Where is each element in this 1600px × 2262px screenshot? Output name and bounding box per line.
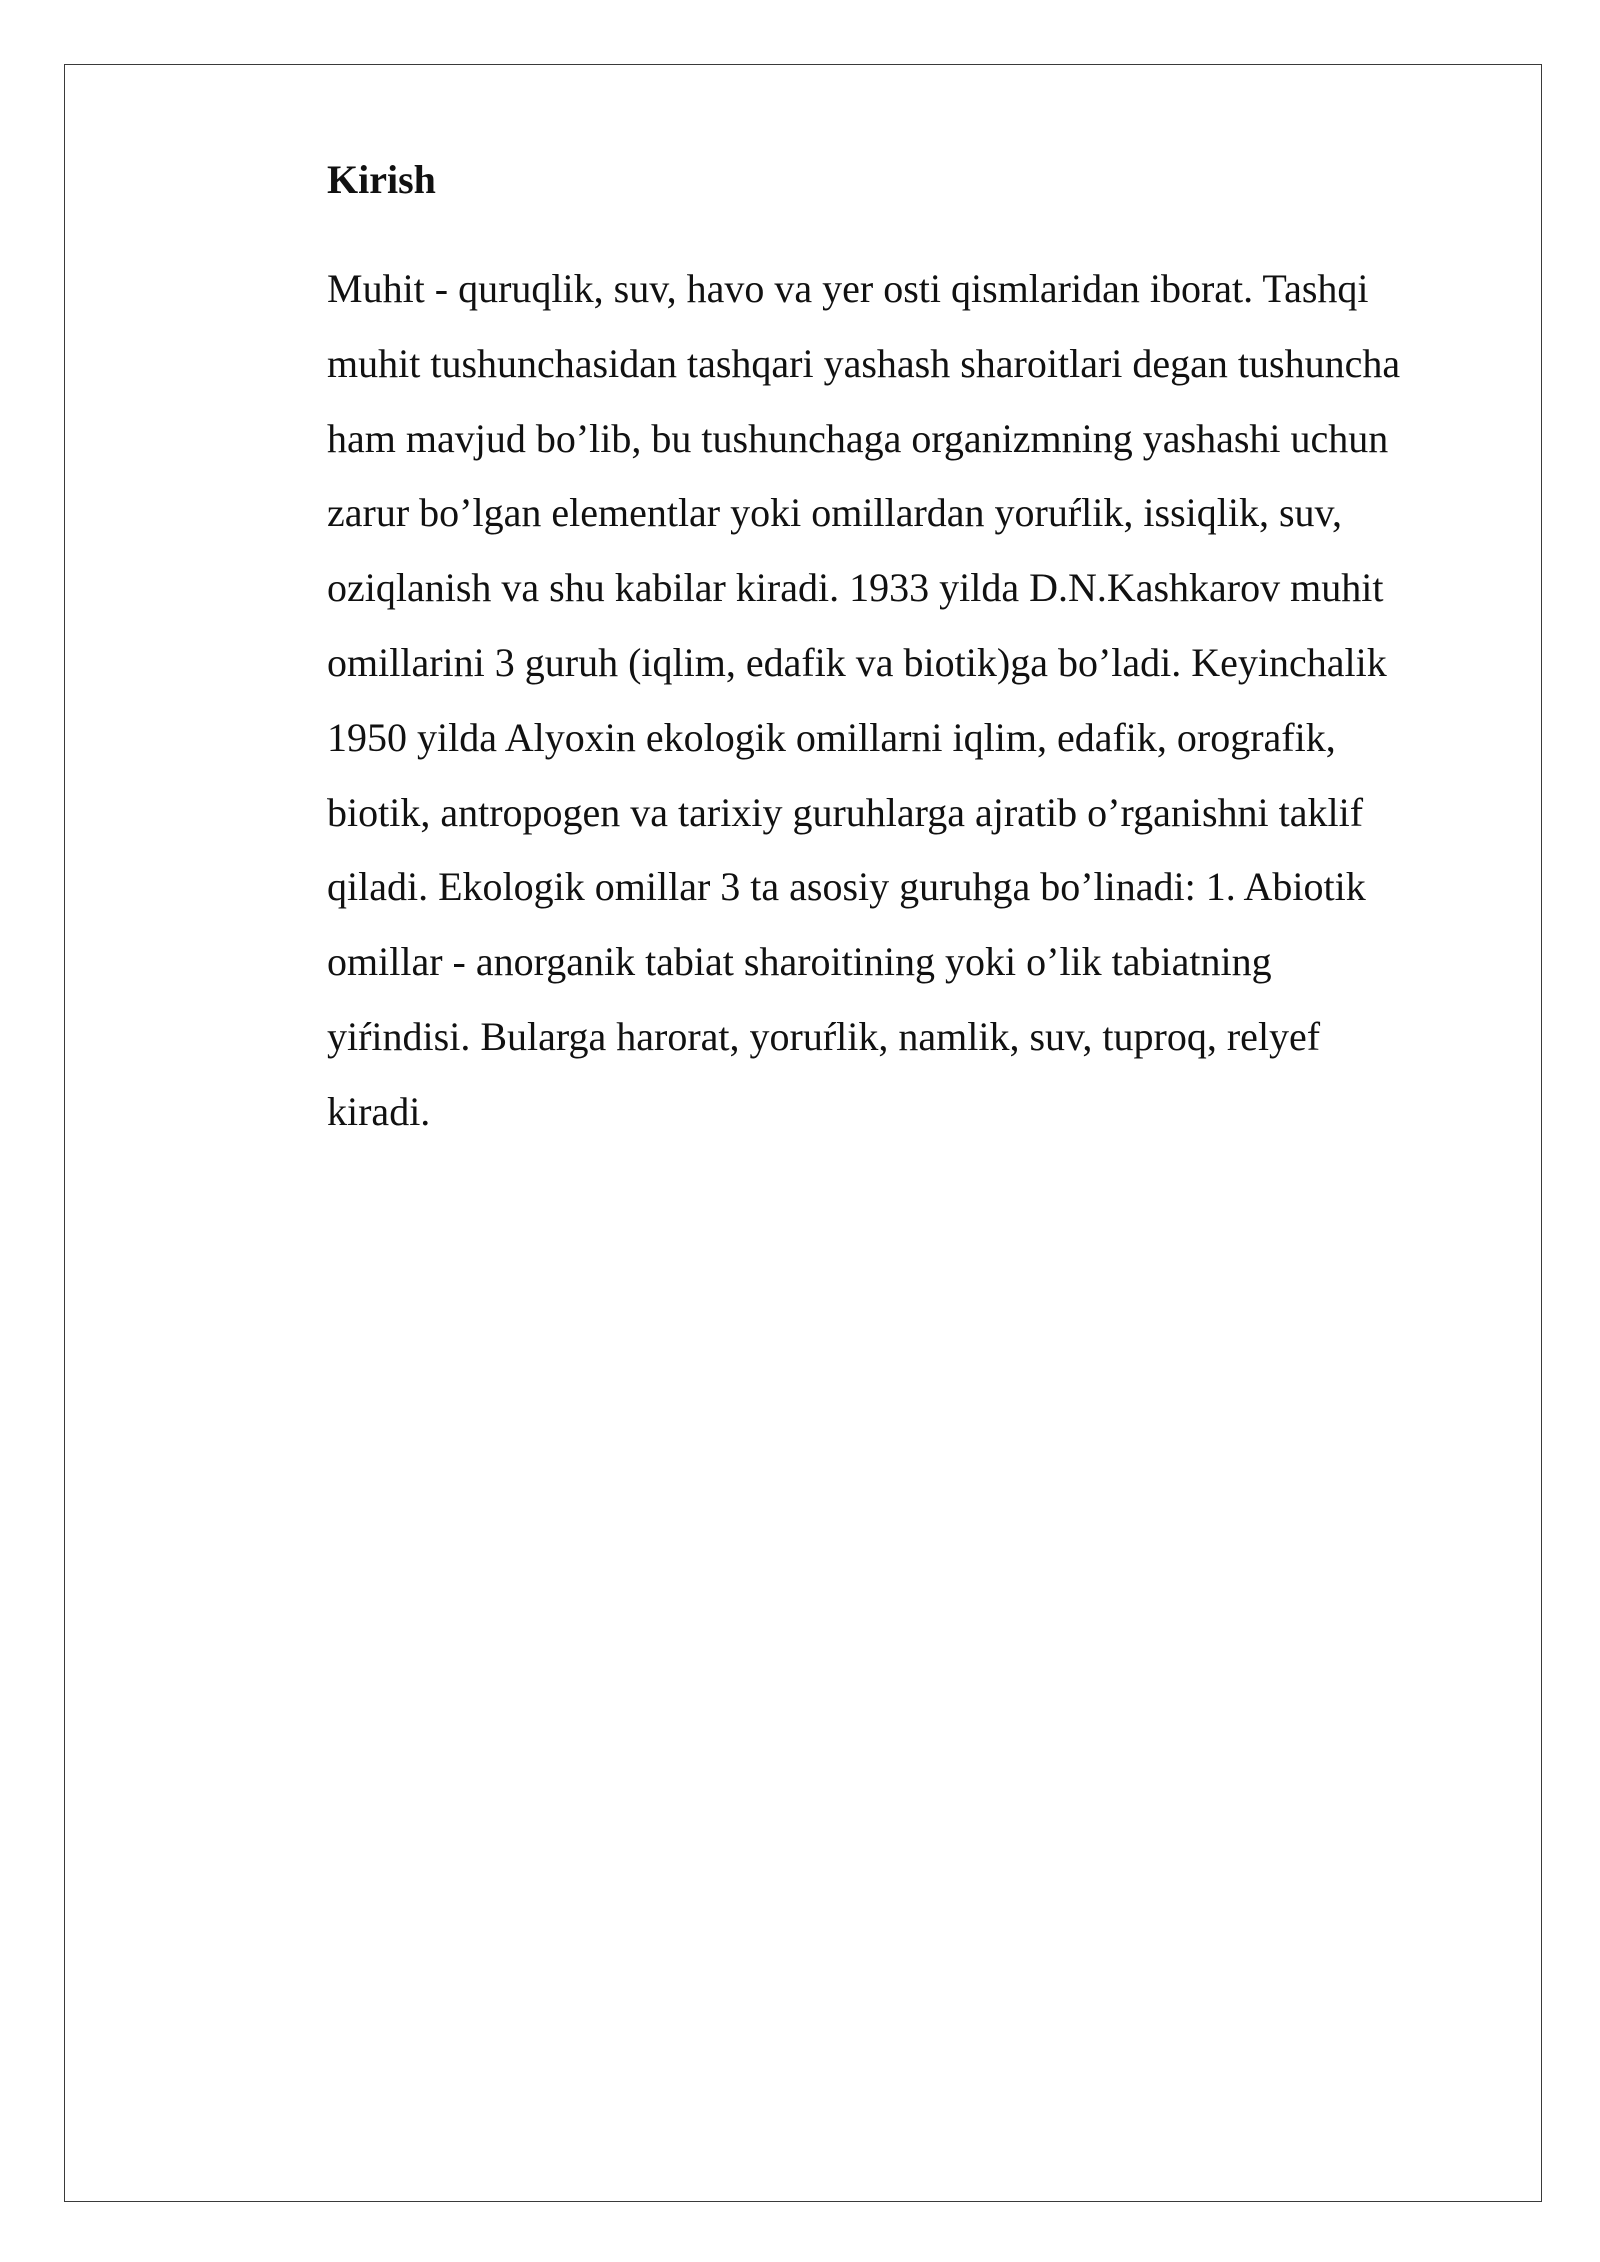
paragraph-line: biotik, antropogen va tarixiy guruhlarga ajratib o’rganishni taklif <box>327 789 1364 835</box>
paragraph-line: omillarini 3 guruh (iqlim, edafik va biotik)ga bo’ladi. Keyinchalik <box>327 639 1387 685</box>
paragraph-line: muhit tushunchasidan tashqari yashash sharoitlari degan tushuncha <box>327 340 1401 386</box>
paragraph-line: 1950 yilda Alyoxin ekologik omillarni iqlim, edafik, orografik, <box>327 714 1336 760</box>
body-paragraph <box>327 252 1497 1150</box>
paragraph-line: kiradi. <box>327 1088 431 1134</box>
paragraph-line: qiladi. Ekologik omillar 3 ta asosiy guruhga bo’linadi: 1. Abiotik <box>327 864 1366 910</box>
section-heading: Kirish <box>327 157 436 202</box>
paragraph-line: oziqlanish va shu kabilar kiradi. 1933 yilda D.N.Kashkarov muhit <box>327 565 1384 611</box>
paragraph-line: ham mavjud bo’lib, bu tushunchaga organizmning yashashi uchun <box>327 415 1389 461</box>
paragraph-line: yiŕindisi. Bularga harorat, yoruŕlik, namlik, suv, tuproq, relyef <box>327 1013 1321 1059</box>
paragraph-line: omillar - anorganik tabiat sharoitining yoki o’lik tabiatning <box>327 939 1272 985</box>
paragraph-line: Muhit - quruqlik, suv, havo va yer osti qismlaridan iborat. Tashqi <box>327 266 1369 311</box>
paragraph-line: zarur bo’lgan elementlar yoki omillardan yoruŕlik, issiqlik, suv, <box>327 490 1342 536</box>
document-content <box>327 148 1497 1150</box>
